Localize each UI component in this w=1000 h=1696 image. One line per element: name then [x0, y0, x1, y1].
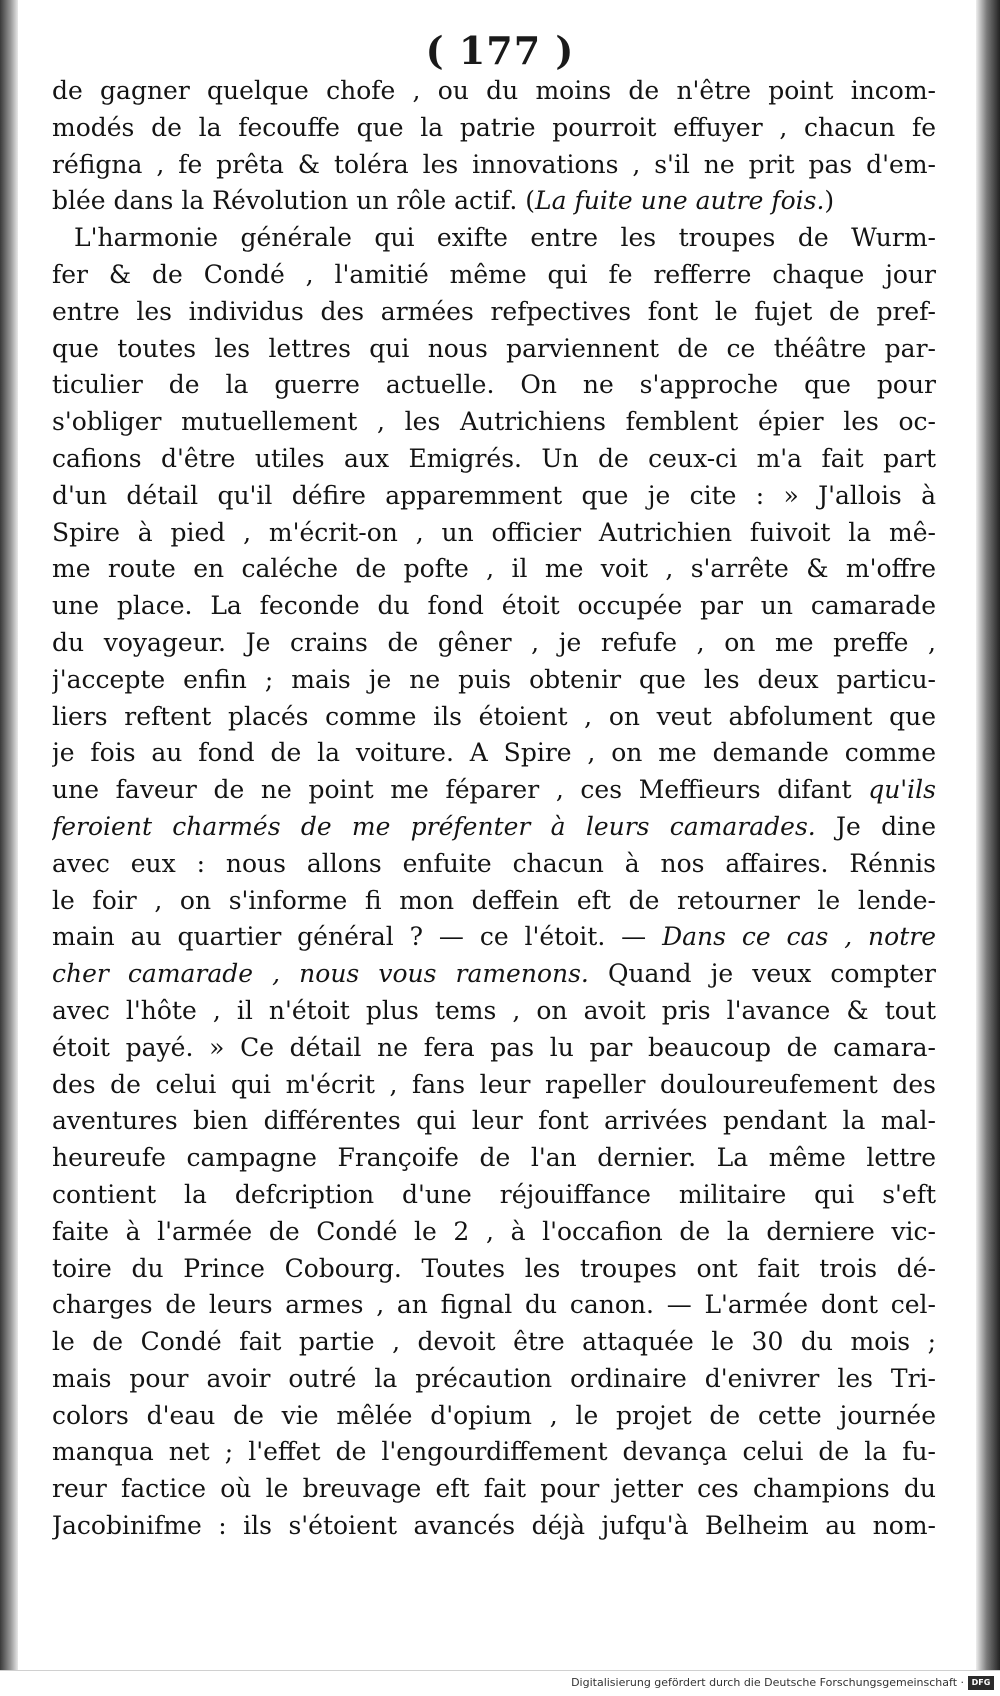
text-line: j'accepte enfin ; mais je ne puis obtenir que les deux particu-: [52, 664, 936, 694]
footer-bar: [0, 1670, 1000, 1696]
text-line: entre les individus des armées refpectives font le fujet de pref-: [52, 296, 936, 326]
text-line: faite à l'armée de Condé le 2 , à l'occafion de la derniere vic-: [52, 1216, 936, 1246]
text-line: s'obliger mutuellement , les Autrichiens femblent épier les oc-: [52, 407, 936, 437]
text-line: blée dans la Révolution un rôle actif. (La fuite une autre fois.): [52, 186, 835, 216]
italic-text: cher camarade , nous vous ramenons.: [52, 959, 589, 989]
text-line: toire du Prince Cobourg. Toutes les troupes ont fait trois dé-: [52, 1253, 936, 1283]
text-line: Spire à pied , m'écrit-on , un officier Autrichien fuivoit la mê-: [52, 517, 936, 547]
text-line: le foir , on s'informe fi mon deffein eft de retourner le lende-: [52, 885, 936, 915]
text-line: fer & de Condé , l'amitié même qui fe refferre chaque jour: [52, 259, 936, 289]
text-line: je fois au fond de la voiture. A Spire , on me demande comme: [52, 738, 936, 768]
paragraph-start-line: L'harmonie générale qui exifte entre les troupes de Wurm-: [74, 223, 936, 253]
text-line: feroient charmés de me préfenter à leurs camarades. Je dine: [52, 811, 936, 841]
text-line: cher camarade , nous vous ramenons. Quand je veux compter: [52, 959, 936, 989]
text-line: le de Condé fait partie , devoit être attaquée le 30 du mois ;: [52, 1327, 936, 1357]
italic-text: feroient charmés de me préfenter à leurs camarades.: [52, 811, 816, 841]
text-line: main au quartier général ? — ce l'étoit. — Dans ce cas , notre: [52, 922, 936, 952]
text-line: que toutes les lettres qui nous parviennent de ce théâtre par-: [52, 333, 936, 363]
text-line: charges de leurs armes , an fignal du canon. — L'armée dont cel-: [52, 1290, 936, 1320]
text-line: contient la defcription d'une réjouiffance militaire qui s'eft: [52, 1179, 936, 1209]
text-line: colors d'eau de vie mêlée d'opium , le projet de cette journée: [52, 1400, 936, 1430]
text-line: liers reftent placés comme ils étoient , on veut abfolument que: [52, 701, 936, 731]
text-line: du voyageur. Je crains de gêner , je refufe , on me preffe ,: [52, 627, 936, 657]
italic-text: La fuite une autre fois.: [535, 186, 825, 216]
body-text: [52, 73, 936, 1545]
italic-text: qu'ils: [868, 775, 936, 805]
dfg-logo-icon: DFG: [968, 1676, 994, 1690]
scan-left-edge: [0, 0, 18, 1670]
text-line: aventures bien différentes qui leur font arrivées pendant la mal-: [52, 1106, 936, 1136]
text-line: réfigna , fe prêta & toléra les innovations , s'il ne prit pas d'em-: [52, 149, 936, 179]
text-line: heureufe campagne Françoife de l'an dernier. La même lettre: [52, 1143, 936, 1173]
text-line: une place. La feconde du fond étoit occupée par un camarade: [52, 591, 936, 621]
text-line: Jacobinifme : ils s'étoient avancés déjà jufqu'à Belheim au nom-: [52, 1511, 936, 1541]
text-line: étoit payé. » Ce détail ne fera pas lu par beaucoup de camara-: [52, 1032, 936, 1062]
text-line: une faveur de ne point me féparer , ces Meffieurs difant qu'ils: [52, 775, 936, 805]
text-line: modés de la fecouffe que la patrie pourroit effuyer , chacun fe: [52, 112, 936, 142]
text-line: de gagner quelque chofe , ou du moins de n'être point incom-: [52, 76, 936, 105]
text-line: ticulier de la guerre actuelle. On ne s'approche que pour: [52, 370, 936, 400]
italic-text: Dans ce cas , notre: [662, 922, 936, 952]
text-line: cafions d'être utiles aux Emigrés. Un de ceux-ci m'a fait part: [52, 443, 936, 473]
text-line: me route en caléche de pofte , il me voit , s'arrête & m'offre: [52, 554, 936, 584]
digitization-credit: Digitalisierung gefördert durch die Deutsche Forschungsgemeinschaft ·: [571, 1676, 964, 1689]
scan-right-edge: [976, 0, 1000, 1670]
text-line: des de celui qui m'écrit , fans leur rapeller douloureufement des: [52, 1069, 936, 1099]
text-line: manqua net ; l'effet de l'engourdiffement devança celui de la fu-: [52, 1437, 936, 1467]
text-line: avec eux : nous allons enfuite chacun à nos affaires. Rénnis: [52, 848, 936, 878]
text-line: d'un détail qu'il défire apparemment que je cite : » J'allois à: [52, 480, 936, 510]
text-line: avec l'hôte , il n'étoit plus tems , on avoit pris l'avance & tout: [52, 995, 936, 1025]
page-number: ( 177 ): [425, 28, 575, 73]
text-line: mais pour avoir outré la précaution ordinaire d'enivrer les Tri-: [52, 1363, 936, 1393]
text-line: reur factice où le breuvage eft fait pour jetter ces champions du: [52, 1474, 936, 1504]
